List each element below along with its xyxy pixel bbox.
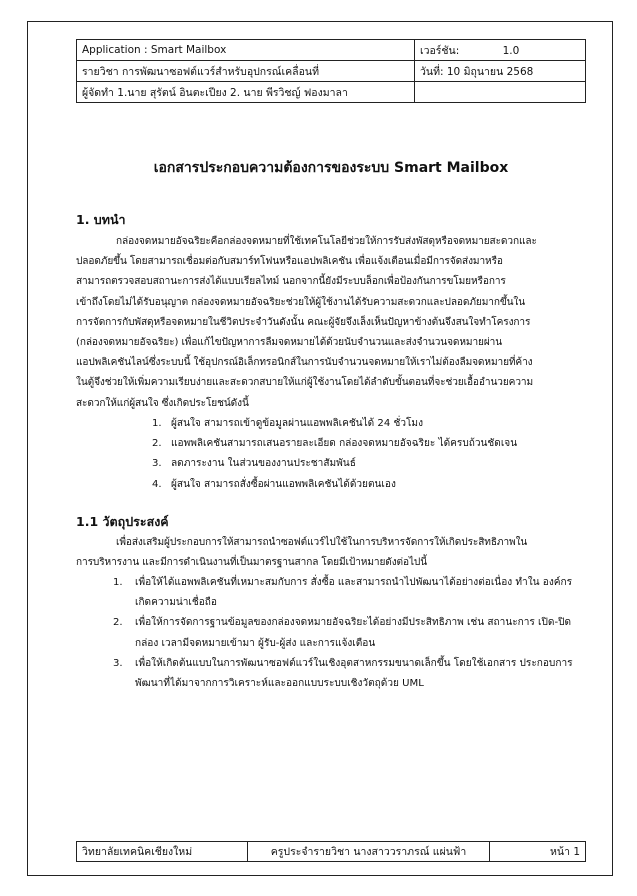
list-number: 2. — [152, 438, 162, 450]
paragraph-line: การจัดการกับพัสดุหรือจดหมายในชีวิตประจำวันดังนั้น คณะผู้จัยจึงเล็งเห็นปัญหาข้างต้นจึงสนใจทำโครงการ — [76, 316, 531, 328]
document-title: เอกสารประกอบความต้องการของระบบ Smart Mailbox — [153, 160, 509, 176]
list-number: 3. — [113, 657, 123, 669]
list-number: 3. — [152, 458, 162, 470]
document-date: วันที่: 10 มิถุนายน 2568 — [415, 61, 586, 82]
document-footer-table — [76, 841, 586, 862]
section-heading-introduction: 1. บทนำ — [76, 212, 126, 227]
list-text: แอพพลิเคชันสามารถเสนอรายละเอียด กล่องจดหมายอัจฉริยะ ได้ครบถ้วนชัดเจน — [171, 438, 518, 450]
paragraph-line: สะดวกให้แก่ผู้สนใจ ซึ่งเกิดประโยชน์ดังนี้ — [76, 397, 249, 409]
list-number: 2. — [113, 617, 123, 629]
version-cell — [415, 40, 586, 61]
list-number: 1. — [113, 577, 123, 588]
list-text: เพื่อให้เกิดต้นแบบในการพัฒนาซอฟต์แวร์ในเชิงอุตสาหกรรมขนาดเล็กขึ้น โดยใช้เอกสาร ประกอบการพัฒนาที่ได้มาจากการวิเคราะห์และออกแบบระบบเชิงวัตถุด้วย UML — [135, 657, 573, 690]
page-number: หน้า 1 — [490, 842, 586, 862]
list-text: ผู้สนใจ สามารถสั่งซื้อผ่านแอพพลิเคชันได้ด้วยตนเอง — [171, 478, 396, 490]
paragraph-line: แอปพลิเคชันไลน์ซึ่งระบบนี้ ใช้อุปกรณ์อิเล็กทรอนิกส์ในการนับจำนวนจดหมายให้เราไม่ต้องลืมจดหมายที่ค้าง — [76, 357, 533, 369]
objectives-list — [113, 573, 586, 694]
list-text: ผู้สนใจ สามารถเข้าดูข้อมูลผ่านแอพพลิเคชันได้ 24 ชั่วโมง — [171, 418, 423, 429]
list-text: เพื่อให้การจัดการฐานข้อมูลของกล่องจดหมายอัจฉริยะได้อย่างมีประสิทธิภาพ เช่น สถานะการ เปิด-ปิดกล่อง เวลามีจดหมายเข้ามา ผู้รับ-ผู้ส่ง และการแจ้งเตือน — [135, 617, 572, 649]
list-number: 1. — [152, 418, 162, 429]
paragraph-line: ในตู้จึงช่วยให้เพิ่มความเรียบง่ายและสะดวกสบายให้แก่ผู้ใช้งานโดยได้ลำดับขั้นตอนที่จะช่วยเอื้ออำนวยความ — [76, 377, 534, 389]
paragraph-line: สามารถตรวจสอบสถานะการส่งได้แบบเรียลไทม์ นอกจากนี้ยังมีระบบล็อกเพื่อป้องกันการขโมยหรือการ — [76, 276, 506, 288]
paragraph-line: กล่องจดหมายอัจฉริยะคือกล่องจดหมายที่ใช้เทคโนโลยีช่วยให้การรับส่งพัสดุหรือจดหมายสะดวกและ — [116, 236, 537, 247]
list-number: 4. — [152, 478, 162, 490]
authors: ผู้จัดทำ 1.นาย สุรัตน์ อินตะเปียง 2. นาย พีรวิชญ์ ฟองมาลา — [77, 82, 415, 103]
section-heading-objectives: 1.1 วัตถุประสงค์ — [76, 514, 169, 529]
list-item — [152, 475, 517, 495]
college-name: วิทยาลัยเทคนิคเชียงใหม่ — [77, 842, 248, 862]
paragraph-line: (กล่องจดหมายอัจฉริยะ) เพื่อแก้ไขปัญหาการลืมจดหมายได้ด้วยนับจำนวนและส่งจำนวนจดหมายผ่าน — [76, 337, 503, 349]
paragraph-line: ปลอดภัยขึ้น โดยสามารถเชื่อมต่อกับสมาร์ทโฟนหรือแอปพลิเคชัน เพื่อแจ้งเตือนเมื่อมีการจัดส่งมาหรือ — [76, 256, 503, 268]
empty-cell — [415, 82, 586, 103]
introduction-paragraph — [76, 232, 586, 414]
list-text: เพื่อให้ได้แอพพลิเคชันที่เหมาะสมกับการ สั่งซื้อ และสามารถนำไปพัฒนาได้อย่างต่อเนื่อง ทำใน องค์กรเกิดความน่าเชื่อถือ — [135, 577, 573, 609]
paragraph-line: เพื่อส่งเสริมผู้ประกอบการให้สามารถนำซอฟต์แวร์ไปใช้ในการบริหารจัดการให้เกิดประสิทธิภาพใน — [116, 537, 528, 548]
document-header-table — [76, 39, 586, 103]
benefits-list — [152, 414, 517, 495]
list-text: ลดภาระงาน ในส่วนของงานประชาสัมพันธ์ — [171, 458, 356, 470]
list-item — [113, 573, 586, 613]
list-item — [113, 613, 586, 653]
teacher-name: ครูประจำรายวิชา นางสาววราภรณ์ แผ่นฟ้า — [248, 842, 490, 862]
list-item — [152, 434, 517, 454]
objectives-paragraph — [76, 533, 586, 573]
version-value: 1.0 — [502, 44, 520, 57]
course-name: รายวิชา การพัฒนาซอฟต์แวร์สำหรับอุปกรณ์เคลื่อนที่ — [77, 61, 415, 82]
paragraph-line: การบริหารงาน และมีการดำเนินงานที่เป็นมาตรฐานสากล โดยมีเป้าหมายดังต่อไปนี้ — [76, 557, 428, 569]
list-item — [152, 414, 517, 434]
paragraph-line: เข้าถึงโดยไม่ได้รับอนุญาต กล่องจดหมายอัจฉริยะช่วยให้ผู้ใช้งานได้รับความสะดวกและปลอดภัยมากขึ้นใน — [76, 296, 526, 308]
application-name: Application : Smart Mailbox — [77, 40, 415, 61]
list-item — [152, 454, 517, 474]
version-label: เวอร์ชัน: — [420, 44, 460, 57]
list-item — [113, 654, 586, 694]
